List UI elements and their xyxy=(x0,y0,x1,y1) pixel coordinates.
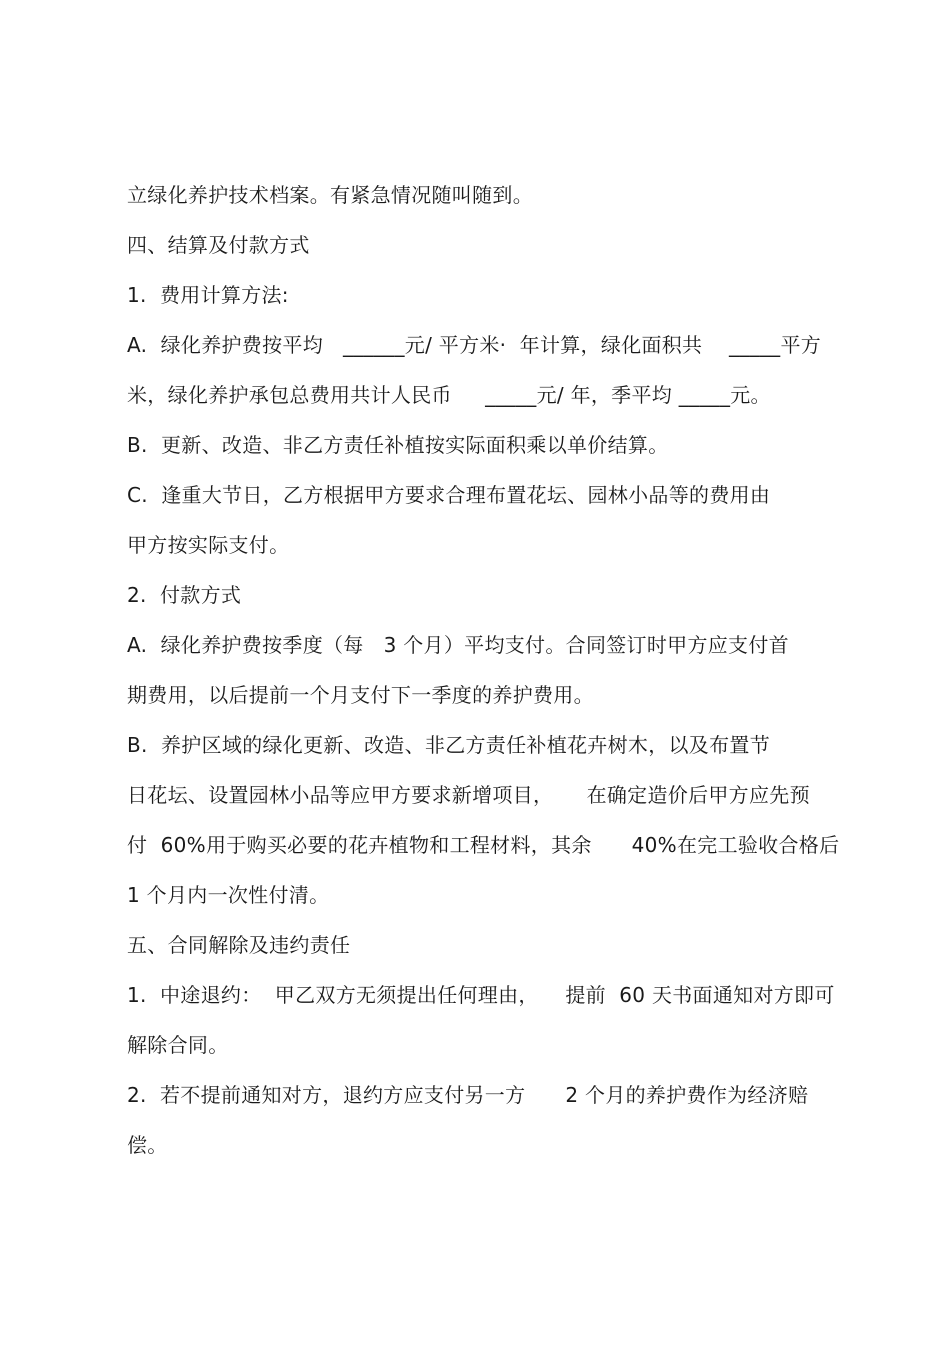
section-heading: 五、合同解除及违约责任 xyxy=(127,933,351,957)
text-line: 解除合同。 xyxy=(127,1033,229,1057)
section-heading: 四、结算及付款方式 xyxy=(127,233,310,257)
text-line: 1. 中途退约： 甲乙双方无须提出任何理由， 提前 60 天书面通知对方即可 xyxy=(127,983,835,1007)
text-line: 立绿化养护技术档案。有紧急情况随叫随到。 xyxy=(127,183,533,207)
text-line: 1 个月内一次性付清。 xyxy=(127,883,330,907)
text-line: 期费用，以后提前一个月支付下一季度的养护费用。 xyxy=(127,683,594,707)
text-line: B. 养护区域的绿化更新、改造、非乙方责任补植花卉树木，以及布置节 xyxy=(127,733,770,757)
text-line: 日花坛、设置园林小品等应甲方要求新增项目， 在确定造价后甲方应先预 xyxy=(127,783,810,807)
text-line: A. 绿化养护费按季度（每 3 个月）平均支付。合同签订时甲方应支付首 xyxy=(127,633,789,657)
text-line: C. 逢重大节日，乙方根据甲方要求合理布置花坛、园林小品等的费用由 xyxy=(127,483,771,507)
text-line: 2. 若不提前通知对方，退约方应支付另一方 2 个月的养护费作为经济赔 xyxy=(127,1083,809,1107)
text-line: 米，绿化养护承包总费用共计人民币 _____元/ 年，季平均 _____元。 xyxy=(127,383,771,407)
text-line: 2. 付款方式 xyxy=(127,583,242,607)
text-line: 1. 费用计算方法: xyxy=(127,283,289,307)
text-line: 甲方按实际支付。 xyxy=(127,533,290,557)
text-line: 付 60%用于购买必要的花卉植物和工程材料，其余 40%在完工验收合格后 xyxy=(127,833,840,857)
text-line: B. 更新、改造、非乙方责任补植按实际面积乘以单价结算。 xyxy=(127,433,669,457)
text-line: 偿。 xyxy=(127,1133,168,1157)
text-line: A. 绿化养护费按平均 ______元/ 平方米· 年计算，绿化面积共 _____平方 xyxy=(127,333,822,357)
